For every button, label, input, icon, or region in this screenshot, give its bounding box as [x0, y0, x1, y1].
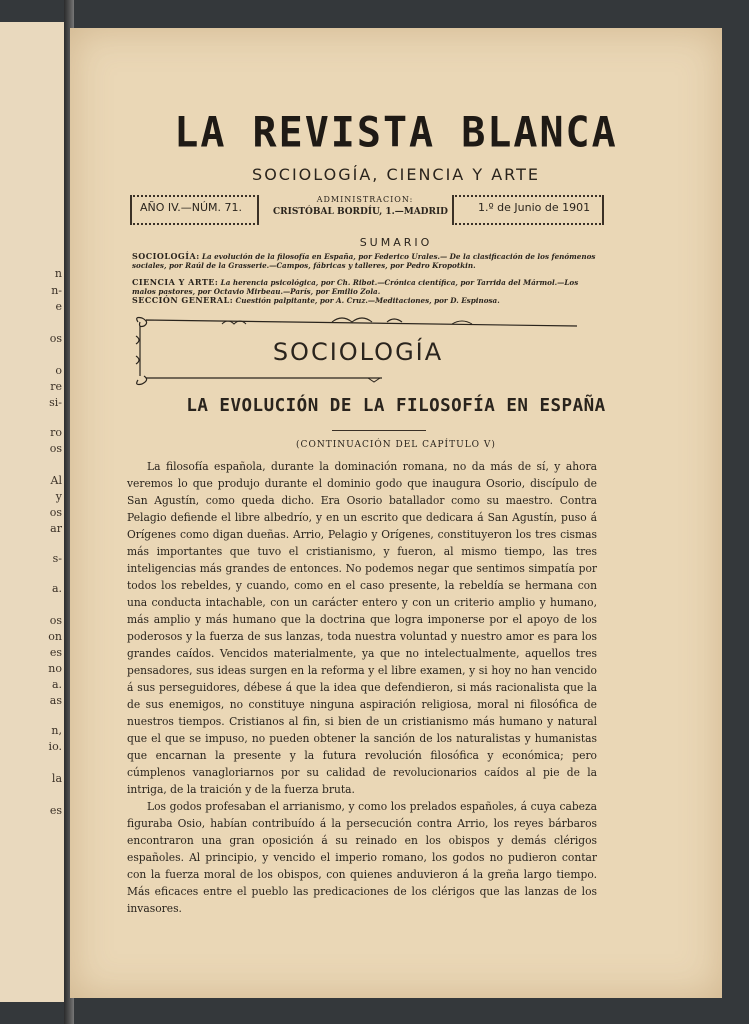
left-fragment: os — [49, 506, 62, 519]
masthead-title: LA REVISTA BLANCA — [174, 108, 618, 158]
left-fragment: ar — [50, 522, 62, 535]
left-fragment: n — [54, 267, 62, 280]
sumario-section: SECCIÓN GENERAL: — [132, 295, 234, 305]
issue-number: AÑO IV.—NÚM. 71. — [140, 201, 243, 214]
sumario-entry — [132, 278, 602, 296]
left-fragment: o — [55, 364, 62, 377]
left-fragment: s- — [52, 552, 62, 565]
sumario-section: SOCIOLOGÍA: — [132, 251, 200, 261]
left-fragment: la — [51, 772, 62, 785]
left-fragment: ro — [50, 426, 62, 439]
sumario-title: SUMARIO — [359, 236, 433, 249]
left-fragment: os — [49, 332, 62, 345]
left-fragment: si- — [49, 396, 62, 409]
left-fragment: a. — [51, 582, 62, 595]
left-fragment: io. — [48, 740, 62, 753]
left-fragment: os — [49, 442, 62, 455]
sumario-text: La evolución de la filosofía en España, por Federico Urales.— De la clasificación de los fenómenos sociales, por Raúl de la Grasserie.—Campos, fábricas y talleres, por Pedro Kropotkin. — [132, 252, 596, 270]
article-body — [127, 458, 597, 917]
left-fragment: es — [49, 646, 62, 659]
continuation-note: (CONTINUACIÓN DEL CAPÍTULO V) — [296, 440, 496, 450]
left-fragment: no — [48, 662, 62, 675]
journal-page — [70, 28, 722, 998]
left-fragment: Al — [50, 474, 62, 487]
left-fragment: n, — [51, 724, 62, 737]
left-fragment: y — [55, 490, 62, 503]
left-fragment: a. — [51, 678, 62, 691]
sumario-section: CIENCIA Y ARTE: — [132, 277, 219, 287]
article-paragraph: La filosofía española, durante la dominación romana, no da más de sí, y ahora veremos lo que produjo durante el dominio godo que inaugura Osorio, discípulo de San Agustín, como queda dicho. Era Osorio batallador como su maestro. Contra Pelagio defiende el libre albedrío, y en un escrito que dedicara á San Agustín, puso á Orígenes como digan dueñas. Arrio, Pelagio y Orígenes, constituyeron los tres cismas más importantes que tuvo el cristianismo, y fueron, al mismo tiempo, las tres inteligencias más grandes de entonces. No podemos negar que sentimos simpatía por todos los rebeldes, y cuando, como en el caso presente, la rebeldía se hermana con una conducta intachable, con un carácter entero y con un criterio amplio y humano, más amplio y más humano que la doctrina que logra imponerse por el apoyo de los poderosos y la fuerza de sus lanzas, toda nuestra voluntad y nuestro amor es para los grandes caídos. Vencidos materialmente, ya que no intelectualmente, aquellos tres pensadores, sus ideas surgen en la reforma y el libre examen, y si hoy no han vencido á sus perseguidores, débese á que la idea que defendieron, si más racionalista que la de sus enemigos, no constituye ninguna aspiración religiosa, moral ni filosófica de nuestros tiempos. Cristianos al fin, si bien de un cristianismo más humano y natural que el que se impuso, no pueden obtener la sanción de los naturalistas y humanistas que encarnan la presente y la futura revolución filosófica y económica; pero cúmplenos vanagloriarnos por su calidad de revolucionarios caídos al pie de la intriga, de la traición y de la fuerza bruta. — [127, 460, 597, 796]
left-fragment: on — [48, 630, 62, 643]
sumario-entry — [132, 296, 602, 306]
article-paragraph: Los godos profesaban el arrianismo, y como los prelados españoles, á cuya cabeza figuraba Osio, habían contribuído á la persecución contra Arrio, los reyes bárbaros encontraron una gran oposición á su reinado en los obispos y demás clérigos españoles. Al principio, y vencido el imperio romano, los godos no pudieron contar con la fuerza moral de los obispos, con quienes anduvieron á la greña largo tiempo. Más eficaces entre el pueblo las predicaciones de los clérigos que las lanzas de los invasores. — [127, 800, 597, 915]
left-fragment: n- — [51, 284, 62, 297]
left-fragment: re — [50, 380, 62, 393]
sumario-entry — [132, 252, 602, 270]
issue-info-bar — [130, 191, 602, 229]
left-fragment: as — [49, 694, 62, 707]
article-title: LA EVOLUCIÓN DE LA FILOSOFÍA EN ESPAÑA — [186, 396, 606, 416]
issue-date: 1.º de Junio de 1901 — [478, 201, 591, 214]
masthead-subtitle: SOCIOLOGÍA, CIENCIA Y ARTE — [252, 165, 540, 184]
sumario-text: Cuestión palpitante, por A. Cruz.—Meditaciones, por D. Espinosa. — [235, 296, 500, 305]
sumario-text: La herencia psicológica, por Ch. Ribot.—Crónica científica, por Tarrida del Mármol.—Los malos pastores, por Octavio Mirbeau.—París, por Emilio Zola. — [132, 278, 579, 296]
facing-page-fragment — [0, 22, 68, 1002]
left-fragment: os — [49, 614, 62, 627]
left-fragment: es — [49, 804, 62, 817]
admin-address: CRISTÓBAL BORDÍU, 1.—MADRID — [273, 207, 448, 217]
section-heading: SOCIOLOGÍA — [272, 338, 444, 366]
left-fragment: e — [55, 300, 62, 313]
admin-label: ADMINISTRACION: — [316, 195, 414, 204]
divider — [332, 430, 426, 431]
